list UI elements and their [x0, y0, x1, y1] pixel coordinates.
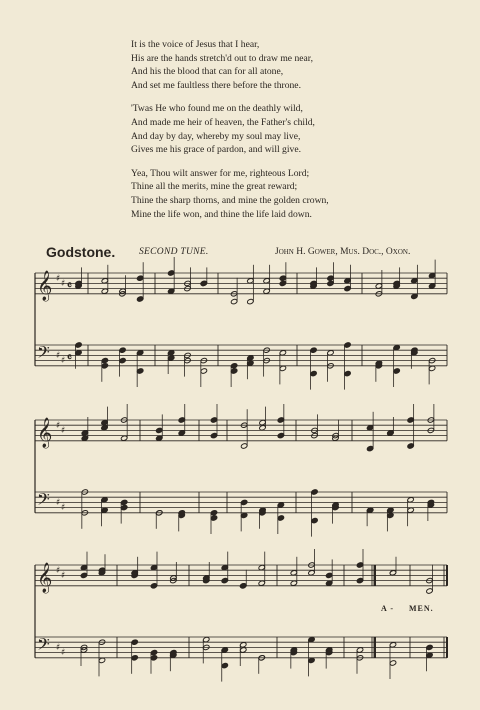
note-head — [137, 368, 144, 374]
note-head — [389, 642, 396, 648]
tune-subtitle: SECOND TUNE. — [139, 247, 209, 257]
note-head — [428, 365, 435, 371]
amen-lyric — [381, 604, 446, 613]
note-head — [327, 275, 334, 281]
note-head — [221, 564, 228, 570]
note-head — [344, 342, 351, 348]
note-head — [240, 642, 247, 648]
note-head — [308, 570, 315, 576]
note-head — [393, 368, 400, 374]
note-head — [241, 512, 248, 518]
note-head — [356, 647, 363, 653]
verse-line: And his the blood that can for all atone, — [131, 66, 284, 78]
note-head — [356, 562, 363, 568]
note-head — [407, 507, 414, 513]
note-head — [277, 432, 284, 438]
note-head — [426, 644, 433, 650]
sharp-icon: ♯ — [61, 503, 66, 513]
note-head — [168, 288, 175, 294]
note-head — [247, 355, 254, 361]
treble-clef-icon: 𝄞 — [37, 563, 53, 593]
note-head — [210, 432, 217, 438]
note-head — [247, 360, 254, 366]
note-head — [308, 636, 315, 642]
note-head — [311, 517, 318, 523]
note-head — [407, 443, 414, 449]
note-head — [258, 580, 265, 586]
note-head — [178, 417, 185, 423]
sharp-icon: ♯ — [61, 648, 66, 658]
note-head — [98, 657, 105, 663]
note-head — [221, 662, 228, 668]
note-head — [101, 497, 108, 503]
note-head — [263, 288, 270, 294]
note-head — [428, 272, 435, 278]
note-head — [279, 275, 286, 281]
note-head — [156, 427, 163, 433]
note-head — [290, 580, 297, 586]
note-head — [150, 583, 157, 589]
note-head — [407, 497, 414, 503]
note-head — [101, 288, 108, 294]
note-head — [119, 357, 126, 363]
note-head — [387, 512, 394, 518]
note-head — [344, 285, 351, 291]
note-head — [375, 283, 382, 289]
note-head — [310, 347, 317, 353]
note-head — [344, 278, 351, 284]
note-head — [137, 275, 144, 281]
note-head — [150, 655, 157, 661]
note-head — [279, 365, 286, 371]
sharp-icon: ♯ — [56, 421, 61, 431]
note-head — [121, 504, 128, 510]
note-head — [241, 499, 248, 505]
verse-line: Gives me his grace of pardon, and will give. — [131, 144, 301, 156]
note-head — [327, 280, 334, 286]
note-head — [230, 298, 237, 304]
note-head — [259, 425, 266, 431]
sharp-icon: ♯ — [56, 274, 61, 284]
note-head — [277, 515, 284, 521]
note-head — [279, 280, 286, 286]
verse-line: And set me faultless there before the throne. — [131, 79, 301, 91]
treble-clef-icon: 𝄞 — [37, 418, 53, 448]
note-head — [230, 368, 237, 374]
verse-line: Yea, Thou wilt answer for me, righteous Lord; — [131, 167, 310, 179]
sharp-icon: ♯ — [56, 351, 61, 361]
note-head — [200, 280, 207, 286]
note-head — [131, 639, 138, 645]
note-head — [356, 577, 363, 583]
verse-line: Thine all the merits, mine the great reward; — [131, 181, 298, 193]
note-head — [131, 655, 138, 661]
note-head — [326, 572, 333, 578]
note-head — [137, 350, 144, 356]
sharp-icon: ♯ — [61, 426, 66, 436]
note-head — [393, 344, 400, 350]
note-head — [240, 583, 247, 589]
sharp-icon: ♯ — [56, 498, 61, 508]
note-head — [203, 636, 210, 642]
verse-line: It is the voice of Jesus that I hear, — [131, 39, 260, 50]
note-head — [258, 564, 265, 570]
note-head — [411, 293, 418, 299]
note-head — [101, 357, 108, 363]
treble-clef-icon: 𝄞 — [37, 271, 53, 301]
sharp-icon: ♯ — [56, 566, 61, 576]
note-head — [210, 515, 217, 521]
amen-syllable-2: MEN. — [409, 604, 434, 613]
note-head — [387, 430, 394, 436]
note-head — [308, 657, 315, 663]
verse-line: 'Twas He who found me on the deathly wild, — [131, 103, 303, 115]
note-head — [344, 370, 351, 376]
composer-credit: John H. Gower, Mus. Doc., Oxon. — [275, 247, 411, 257]
note-head — [101, 419, 108, 425]
note-head — [150, 564, 157, 570]
note-head — [81, 435, 88, 441]
note-head — [426, 588, 433, 594]
note-head — [80, 564, 87, 570]
note-head — [121, 499, 128, 505]
note-head — [221, 647, 228, 653]
note-head — [241, 443, 248, 449]
bass-clef-icon: 𝄢 — [37, 634, 50, 658]
verse-line: Thine the sharp thorns, and mine the golden crown, — [131, 194, 329, 206]
time-signature-icon: 𝄴 — [67, 351, 72, 364]
note-head — [101, 278, 108, 284]
note-head — [150, 649, 157, 655]
note-head — [80, 572, 87, 578]
note-head — [221, 577, 228, 583]
note-head — [263, 278, 270, 284]
note-head — [101, 363, 108, 369]
amen-syllable-1: A - — [381, 604, 394, 613]
bass-clef-icon: 𝄢 — [37, 489, 50, 513]
note-head — [200, 368, 207, 374]
note-head — [247, 278, 254, 284]
note-head — [101, 507, 108, 513]
note-head — [168, 350, 175, 356]
note-head — [428, 283, 435, 289]
note-head — [75, 350, 82, 356]
sharp-icon: ♯ — [61, 356, 66, 366]
note-head — [210, 417, 217, 423]
note-head — [121, 435, 128, 441]
note-head — [247, 298, 254, 304]
note-head — [156, 435, 163, 441]
note-head — [387, 507, 394, 513]
note-head — [168, 270, 175, 276]
note-head — [426, 652, 433, 658]
note-head — [81, 430, 88, 436]
note-head — [277, 502, 284, 508]
tune-name: Godstone. — [46, 244, 116, 260]
note-head — [168, 355, 175, 361]
note-head — [310, 370, 317, 376]
verse-line: And made me heir of heaven, the Father's child, — [131, 116, 315, 128]
note-head — [101, 425, 108, 431]
sharp-icon: ♯ — [61, 571, 66, 581]
sharp-icon: ♯ — [56, 643, 61, 653]
note-head — [326, 580, 333, 586]
sharp-icon: ♯ — [61, 279, 66, 289]
note-head — [366, 507, 373, 513]
note-head — [279, 350, 286, 356]
note-head — [407, 417, 414, 423]
note-head — [240, 647, 247, 653]
note-head — [389, 660, 396, 666]
note-head — [137, 296, 144, 302]
note-head — [178, 430, 185, 436]
note-head — [290, 570, 297, 576]
note-head — [411, 278, 418, 284]
note-head — [259, 419, 266, 425]
note-head — [75, 342, 82, 348]
verse-line: And day by day, whereby my soul may live, — [131, 130, 301, 142]
note-head — [210, 510, 217, 516]
bass-clef-icon: 𝄢 — [37, 342, 50, 366]
note-head — [366, 425, 373, 431]
verse-line: His are the hands stretch'd out to draw me near, — [131, 52, 313, 64]
note-head — [366, 445, 373, 451]
verse-line: Mine the life won, and thine the life laid down. — [131, 208, 312, 220]
note-head — [389, 570, 396, 576]
note-head — [311, 489, 318, 495]
note-head — [230, 363, 237, 369]
time-signature-icon: 𝄴 — [67, 279, 72, 292]
note-head — [327, 350, 334, 356]
note-head — [277, 417, 284, 423]
note-head — [119, 347, 126, 353]
